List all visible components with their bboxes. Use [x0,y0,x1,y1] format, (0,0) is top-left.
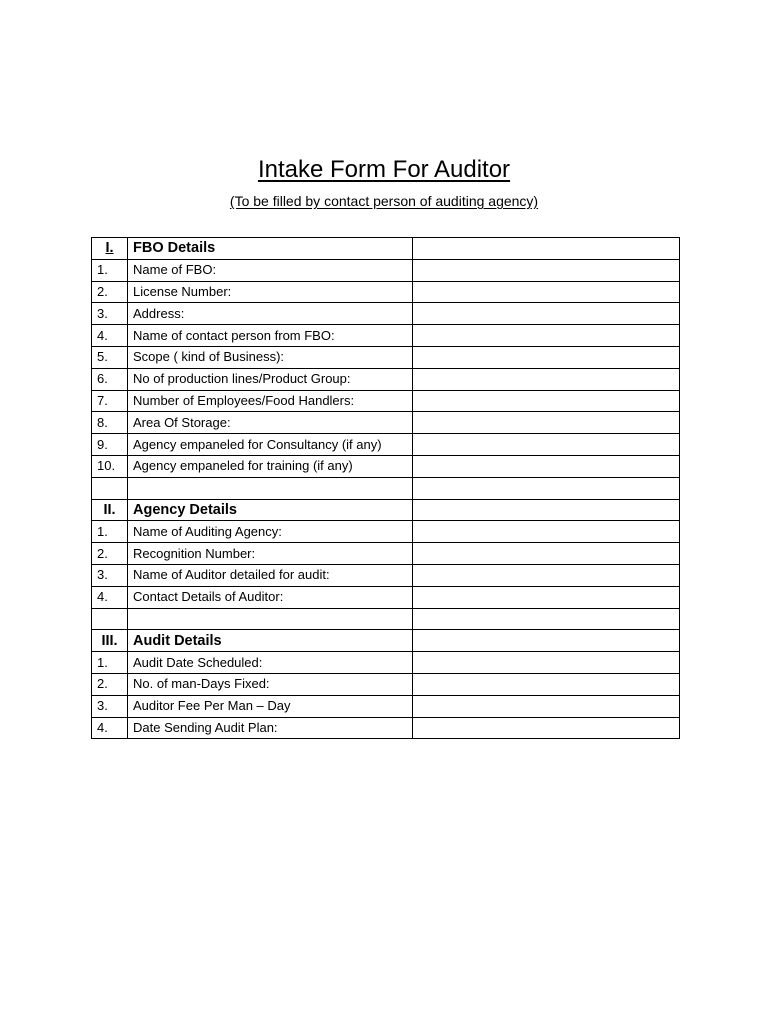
row-number: 7. [92,390,128,412]
table-row [92,390,680,412]
blank-row [92,477,680,499]
field-value-cell[interactable] [413,455,680,477]
field-label: Auditor Fee Per Man – Day [128,695,413,717]
blank-cell [92,608,128,630]
section-numeral: I. [92,238,128,260]
section-header-agency-details [92,499,680,521]
field-label: License Number: [128,281,413,303]
blank-cell [128,477,413,499]
table-row [92,521,680,543]
row-number: 3. [92,695,128,717]
field-label: Audit Date Scheduled: [128,652,413,674]
section-numeral: II. [92,499,128,521]
field-label: No of production lines/Product Group: [128,368,413,390]
field-label: Agency empaneled for Consultancy (if any) [128,434,413,456]
section-numeral: III. [92,630,128,652]
row-number: 4. [92,586,128,608]
row-number: 10. [92,455,128,477]
row-number: 1. [92,259,128,281]
blank-cell[interactable] [413,477,680,499]
row-number: 3. [92,303,128,325]
field-label: Agency empaneled for training (if any) [128,455,413,477]
field-value-cell[interactable] [413,412,680,434]
row-number: 4. [92,717,128,739]
field-label: Recognition Number: [128,543,413,565]
section-value-cell[interactable] [413,238,680,260]
blank-row [92,608,680,630]
field-value-cell[interactable] [413,281,680,303]
field-label: Address: [128,303,413,325]
field-value-cell[interactable] [413,346,680,368]
field-label: Name of FBO: [128,259,413,281]
table-row [92,673,680,695]
field-label: Name of contact person from FBO: [128,325,413,347]
table-row [92,543,680,565]
field-value-cell[interactable] [413,673,680,695]
section-heading: FBO Details [128,238,413,260]
field-value-cell[interactable] [413,564,680,586]
section-value-cell[interactable] [413,499,680,521]
section-value-cell[interactable] [413,630,680,652]
row-number: 2. [92,543,128,565]
blank-cell[interactable] [413,608,680,630]
table-row [92,325,680,347]
row-number: 6. [92,368,128,390]
row-number: 1. [92,652,128,674]
field-label: Area Of Storage: [128,412,413,434]
table-row [92,455,680,477]
field-label: No. of man-Days Fixed: [128,673,413,695]
form-title: Intake Form For Auditor [257,156,511,183]
table-row [92,564,680,586]
table-row [92,434,680,456]
table-row [92,695,680,717]
field-value-cell[interactable] [413,695,680,717]
table-row [92,412,680,434]
section-header-fbo-details [92,238,680,260]
field-value-cell[interactable] [413,325,680,347]
blank-cell [92,477,128,499]
field-label: Number of Employees/Food Handlers: [128,390,413,412]
table-row [92,281,680,303]
row-number: 2. [92,673,128,695]
intake-form-table [91,237,680,739]
row-number: 3. [92,564,128,586]
row-number: 1. [92,521,128,543]
field-label: Scope ( kind of Business): [128,346,413,368]
row-number: 8. [92,412,128,434]
field-value-cell[interactable] [413,390,680,412]
blank-cell [128,608,413,630]
section-header-audit-details [92,630,680,652]
table-row [92,303,680,325]
field-value-cell[interactable] [413,434,680,456]
row-number: 2. [92,281,128,303]
field-value-cell[interactable] [413,521,680,543]
field-value-cell[interactable] [413,543,680,565]
table-row [92,259,680,281]
field-value-cell[interactable] [413,368,680,390]
row-number: 9. [92,434,128,456]
field-value-cell[interactable] [413,652,680,674]
table-row [92,586,680,608]
field-value-cell[interactable] [413,586,680,608]
field-label: Contact Details of Auditor: [128,586,413,608]
table-row [92,652,680,674]
row-number: 5. [92,346,128,368]
field-value-cell[interactable] [413,717,680,739]
field-label: Name of Auditing Agency: [128,521,413,543]
table-row [92,717,680,739]
table-row [92,368,680,390]
field-value-cell[interactable] [413,303,680,325]
field-value-cell[interactable] [413,259,680,281]
field-label: Date Sending Audit Plan: [128,717,413,739]
form-subtitle: (To be filled by contact person of auditing agency) [229,193,539,209]
section-heading: Audit Details [128,630,413,652]
section-heading: Agency Details [128,499,413,521]
table-row [92,346,680,368]
field-label: Name of Auditor detailed for audit: [128,564,413,586]
row-number: 4. [92,325,128,347]
